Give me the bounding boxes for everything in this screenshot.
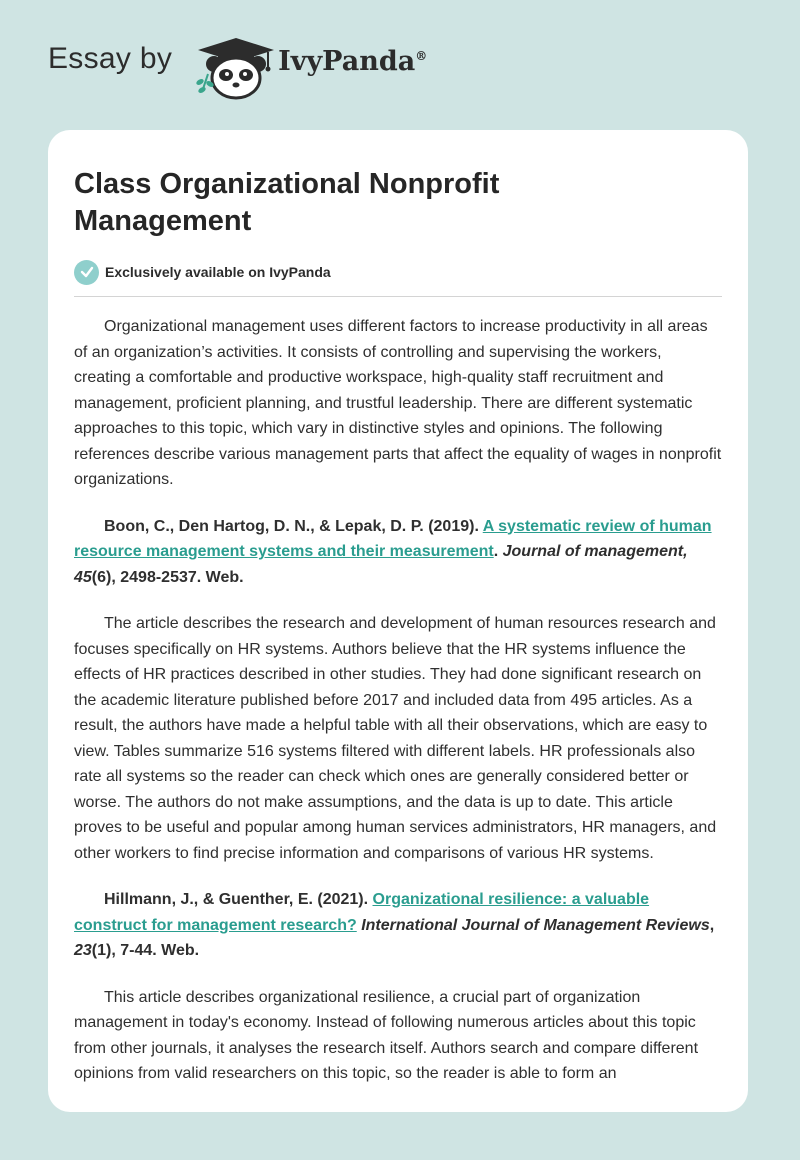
reference-link-hillmann[interactable]: Organizational resilience: a valuable construct for management research?: [74, 891, 650, 934]
body-paragraph-hr-systems: The article describes the research and development of human resources research and focuses specifically on HR systems. Authors believe that the HR systems influence the effects of HR practices described in other studies. They had done significant research on the academic literature published before 2017 and included data from 495 articles. As a result, the authors have made a helpful table with all their observations, which are easy to view. Tables summarize 516 systems filtered with different labels. HR professionals also rate all systems so the reader can check which ones are generally considered better or worse. The authors do not make assumptions, and the data is up to date. This article proves to be useful and popular among human services administrators, HR managers, and other workers to find precise information and comparisons of various HR systems.: [74, 615, 717, 862]
reference-link-boon[interactable]: A systematic review of human resource management systems and their measurement: [74, 517, 712, 560]
body-paragraph-resilience: This article describes organizational resilience, a crucial part of organization management in today's economy. Instead of following numerous articles about this topic from other journals, it analyses the research itself. Authors search and compare different opinions from valid researchers on this topic, so the reader is able to form an: [74, 988, 699, 1082]
intro-paragraph: Organizational management uses different factors to increase productivity in all areas of an organization’s activities. It consists of controlling and supervising the workers, creating a comfortable and productive workspace, high-quality staff recruitment and management, proficient planning, and trustful leadership. There are different systematic approaches to this topic, which vary in distinctive styles and opinions. The following references describe various management parts that affect the equality of wages in nonprofit organizations.: [74, 318, 722, 488]
panda-graduate-icon: [188, 34, 284, 100]
reference-boon: Boon, C., Den Hartog, D. N., & Lepak, D. P. (2019). A systematic review of human resource management systems and their measurement. Journal of management, 45(6), 2498-2537. Web.: [74, 517, 712, 586]
essay-card: [48, 130, 748, 1112]
check-icon: [74, 260, 99, 285]
essay-body: [74, 314, 722, 1087]
brand-name: IvyPanda®: [278, 45, 428, 77]
divider: [74, 296, 722, 297]
badge-text: Exclusively available on IvyPanda: [105, 264, 331, 280]
reference-hillmann: Hillmann, J., & Guenther, E. (2021). Organizational resilience: a valuable construct for management research? International Journal of Management Reviews, 23(1), 7-44. Web.: [74, 891, 715, 959]
site-header: [48, 34, 427, 100]
essay-by-label: Essay by: [48, 42, 173, 75]
exclusive-badge: [74, 259, 722, 285]
page-title: Class Organizational Nonprofit Management: [74, 168, 500, 237]
ivypanda-logo[interactable]: [188, 34, 427, 100]
